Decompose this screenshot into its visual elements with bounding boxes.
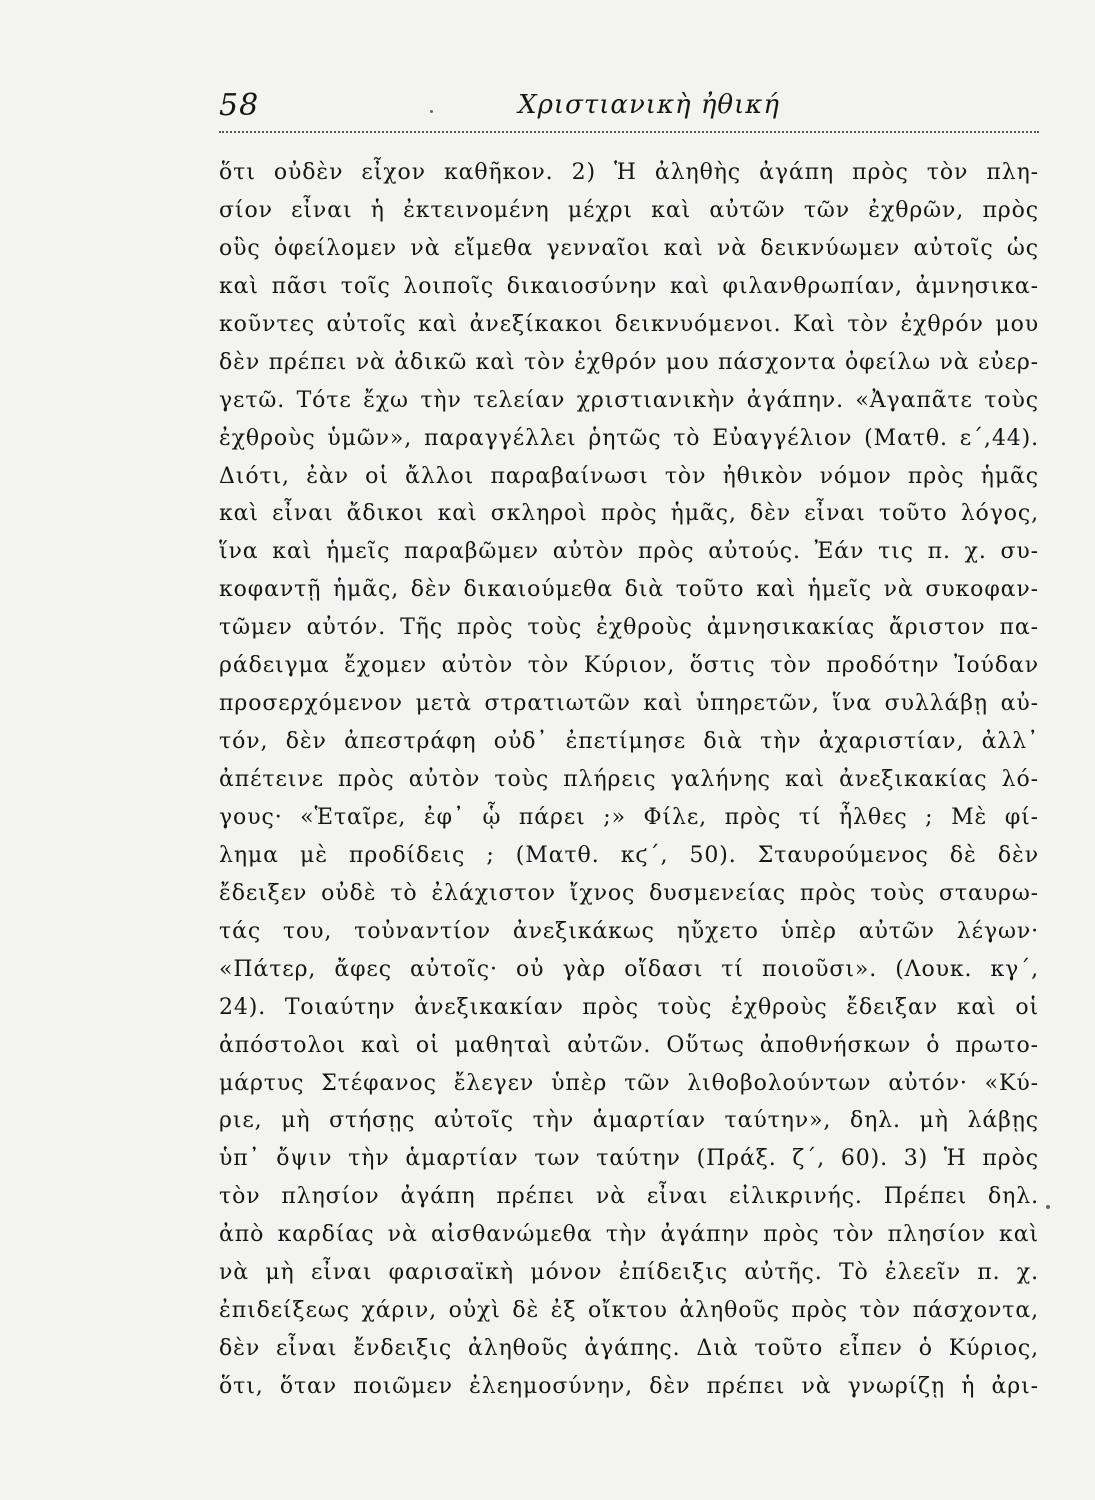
text-line: λημα μὲ προδίδεις ; (Ματθ. κϛ΄, 50). Σταυρούμενος δὲ δὲν (219, 842, 1039, 868)
text-line: Διότι, ἐὰν οἱ ἄλλοι παραβαίνωσι τὸν ἠθικὸν νόμον πρὸς ἡμᾶς (219, 463, 1039, 489)
text-line: κοῦντες αὐτοῖς καὶ ἀνεξίκακοι δεικνυόμενοι. Καὶ τὸν ἐχθρόν μου (219, 311, 1039, 337)
text-line: ράδειγμα ἔχομεν αὐτὸν τὸν Κύριον, ὅστις τὸν προδότην Ἰούδαν (219, 653, 1039, 679)
print-speck (430, 110, 433, 113)
text-line: ὅτι οὐδὲν εἶχον καθῆκον. 2) Ἡ ἀληθὴς ἀγάπη πρὸς τὸν πλη- (219, 160, 1039, 185)
text-line: ὅτι, ὅταν ποιῶμεν ἐλεημοσύνην, δὲν πρέπει νὰ γνωρίζῃ ἡ ἀρι- (219, 1374, 1039, 1399)
text-line: 24). Τοιαύτην ἀνεξικακίαν πρὸς τοὺς ἐχθροὺς ἔδειξαν καὶ οἱ (219, 994, 1039, 1020)
text-line: καὶ πᾶσι τοῖς λοιποῖς δικαιοσύνην καὶ φιλανθρωπίαν, ἀμνησικα- (219, 273, 1039, 299)
text-line: καὶ εἶναι ἄδικοι καὶ σκληροὶ πρὸς ἡμᾶς, δὲν εἶναι τοῦτο λόγος, (219, 501, 1039, 527)
text-line: σίον εἶναι ἡ ἐκτεινομένη μέχρι καὶ αὐτῶν τῶν ἐχθρῶν, πρὸς (219, 197, 1039, 223)
text-line: ἀπέτεινε πρὸς αὐτὸν τοὺς πλήρεις γαλήνης καὶ ἀνεξικακίας λό- (219, 767, 1039, 792)
text-line: ἔδειξεν οὐδὲ τὸ ἐλάχιστον ἴχνος δυσμενείας πρὸς τοὺς σταυρω- (219, 880, 1039, 906)
body-text (219, 154, 1039, 1406)
text-line: ἀπὸ καρδίας νὰ αἰσθανώμεθα τὴν ἀγάπην πρὸς τὸν πλησίον καὶ (219, 1222, 1039, 1248)
text-line: νὰ μὴ εἶναι φαρισαϊκὴ μόνον ἐπίδειξις αὐτῆς. Τὸ ἐλεεῖν π. χ. (219, 1260, 1039, 1286)
page-header (219, 88, 1039, 132)
text-line: κοφαντῇ ἡμᾶς, δὲν δικαιούμεθα διὰ τοῦτο καὶ ἡμεῖς νὰ συκοφαν- (219, 577, 1039, 603)
text-line: μάρτυς Στέφανος ἔλεγεν ὑπὲρ τῶν λιθοβολούντων αὐτόν· «Κύ- (219, 1070, 1039, 1096)
text-line: ὑπ᾽ ὄψιν τὴν ἁμαρτίαν των ταύτην (Πράξ. ζ΄, 60). 3) Ἡ πρὸς (219, 1146, 1039, 1172)
text-line: «Πάτερ, ἄφες αὐτοῖς· οὐ γὰρ οἴδασι τί ποιοῦσι». (Λουκ. κγ΄, (219, 956, 1039, 982)
print-speck (1046, 1205, 1050, 1209)
text-line: γετῶ. Τότε ἔχω τὴν τελείαν χριστιανικὴν ἀγάπην. «Ἀγαπᾶτε τοὺς (219, 387, 1039, 413)
text-line: δὲν εἶναι ἔνδειξις ἀληθοῦς ἀγάπης. Διὰ τοῦτο εἶπεν ὁ Κύριος, (219, 1336, 1039, 1362)
text-line: τόν, δὲν ἀπεστράφη οὐδ᾽ ἐπετίμησε διὰ τὴν ἀχαριστίαν, ἀλλ᾽ (219, 729, 1039, 755)
text-line: ἐχθροὺς ὑμῶν», παραγγέλλει ῥητῶς τὸ Εὐαγγέλιον (Ματθ. ε΄,44). (219, 425, 1039, 451)
text-line: ἐπιδείξεως χάριν, οὐχὶ δὲ ἐξ οἴκτου ἀληθοῦς πρὸς τὸν πάσχοντα, (219, 1298, 1039, 1324)
page-number: 58 (219, 88, 260, 123)
text-line: δὲν πρέπει νὰ ἀδικῶ καὶ τὸν ἐχθρόν μου πάσχοντα ὀφείλω νὰ εὐερ- (219, 349, 1039, 375)
text-line: ἀπόστολοι καὶ οἱ μαθηταὶ αὐτῶν. Οὕτως ἀποθνήσκων ὁ πρωτο- (219, 1032, 1039, 1058)
text-line: οὓς ὀφείλομεν νὰ εἴμεθα γενναῖοι καὶ νὰ δεικνύωμεν αὐτοῖς ὡς (219, 235, 1039, 261)
text-line: τάς του, τοὐναντίον ἀνεξικάκως ηὔχετο ὑπὲρ αὐτῶν λέγων· (219, 918, 1039, 944)
text-line: τῶμεν αὐτόν. Τῆς πρὸς τοὺς ἐχθροὺς ἀμνησικακίας ἄριστον πα- (219, 615, 1039, 641)
text-line: τὸν πλησίον ἀγάπη πρέπει νὰ εἶναι εἰλικρινής. Πρέπει δηλ. (219, 1184, 1039, 1210)
text-line: προσερχόμενον μετὰ στρατιωτῶν καὶ ὑπηρετῶν, ἵνα συλλάβῃ αὐ- (219, 691, 1039, 717)
text-line: γους· «Ἑταῖρε, ἐφ᾽ ᾧ πάρει ;» Φίλε, πρὸς τί ἦλθες ; Μὲ φί- (219, 804, 1039, 830)
text-line: ριε, μὴ στήσῃς αὐτοῖς τὴν ἁμαρτίαν ταύτην», δηλ. μὴ λάβῃς (219, 1108, 1039, 1134)
text-line: ἵνα καὶ ἡμεῖς παραβῶμεν αὐτὸν πρὸς αὐτούς. Ἐάν τις π. χ. συ- (219, 539, 1039, 565)
header-rule (219, 131, 1039, 133)
running-title: Χριστιανικὴ ἠθική (518, 90, 780, 120)
